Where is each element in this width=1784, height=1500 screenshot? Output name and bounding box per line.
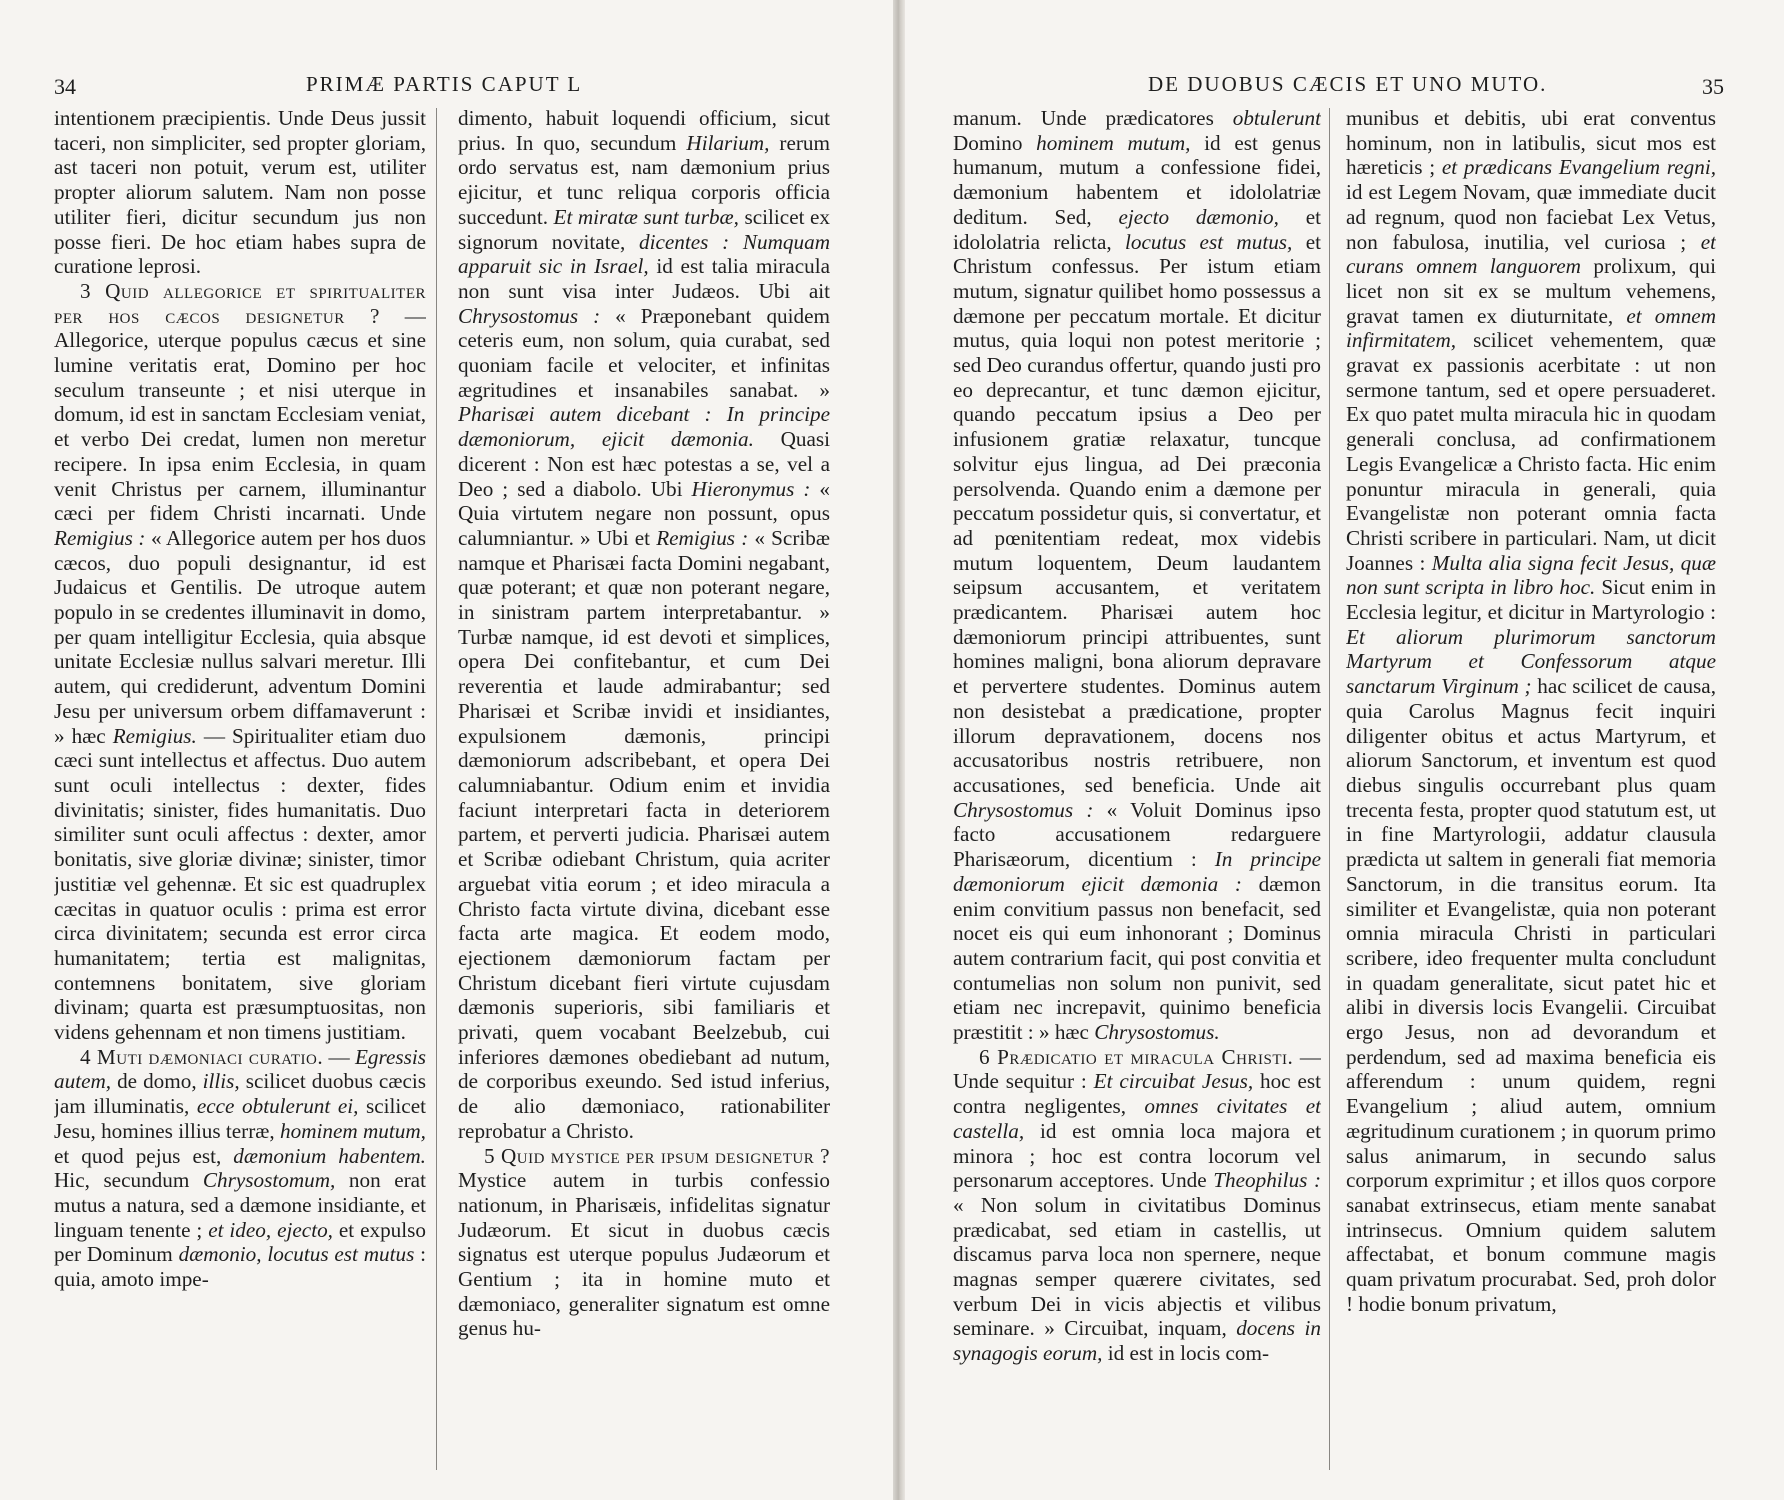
column-rule [436,108,437,1470]
left-page-column-1 [54,106,426,1486]
section-heading: 3 Quid allegorice et spiritualiter per hos cæcos designetur ? [54,278,426,328]
section-heading: 4 Muti dæmoniaci curatio. [80,1044,324,1069]
left-page-column-2 [458,106,830,1486]
paragraph: intentionem præcipientis. Unde Deus jussit taceri, non simpliciter, sed propter gloriam, ast taceri non potuit, verum est, utiliter propter aliorum salutem. Nam non posse utiliter fieri, dicitur secundum jus non posse fieri. De hoc etiam habes supra de curatione leprosi. [54,106,426,279]
column-rule [1329,108,1330,1470]
page-number-right: 35 [1702,74,1724,99]
book-gutter [893,0,905,1500]
section-heading: 5 Quid mystice per ipsum designetur ? [484,1143,830,1168]
section-4: 4 Muti dæmoniaci curatio. — Egressis autem, de domo, illis, scilicet duobus cæcis jam illuminatis, ecce obtulerunt ei, scilicet Jesu, homines illius terræ, hominem mutum, et quod pejus est, dæmonium habentem. Hic, secundum Chrysostomum, non erat mutus a natura, sed a dæmone insidiante, et linguam tenente ; et ideo, ejecto, et expulso per Dominum dæmonio, locutus est mutus : quia, amoto impe- [54,1044,426,1292]
section-6: 6 Prædicatio et miracula Christi. — Unde sequitur : Et circuibat Jesus, hoc est contra negligentes, omnes civitates et castella, id est omnia loca majora et minora ; hoc est contra locorum vel personarum acceptores. Unde Theophilus : « Non solum in civitatibus Dominus prædicabat, sed etiam in castellis, ut discamus parva loca non spernere, neque magnas semper quærere civitates, sed verbum Dei in vicis abjectis et vilibus seminare. » Circuibat, inquam, docens in synagogis eorum, id est in locis com- [953,1044,1321,1366]
page-number-left: 34 [54,74,76,99]
paragraph: dimento, habuit loquendi officium, sicut prius. In quo, secundum Hilarium, rerum ordo servatus est, nam dæmonium prius ejicitur, et tunc reliqua corporis officia succedunt. Et miratæ sunt turbæ, scilicet ex signorum novitate, dicentes : Numquam apparuit sic in Israel, id est talia miracula non sunt visa inter Judæos. Ubi ait Chrysostomus : « Præponebant quidem ceteris eum, non solum, quia curabat, sed quoniam facile et velociter, et infinitas ægritudines et insanabiles sanabat. » Pharisæi autem dicebant : In principe dæmoniorum, ejicit dæmonia. Quasi dicerent : Non est hæc potestas a se, vel a Deo ; sed a diabolo. Ubi Hieronymus : « Quia virtutem negare non possunt, opus calumniantur. » Ubi et Remigius : « Scribæ namque et Pharisæi facta Domini negabant, quæ poterant; et quæ non poterant negare, in sinistram partem interpretabantur. » Turbæ namque, id est devoti et simplices, opera Dei confitebantur, et cum Dei reverentia et laude admirabantur; sed Pharisæi et Scribæ invidi et insidiantes, expulsionem dæmonis, principi dæmoniorum adscribebant, et opera Dei calumniabantur. Odium enim et invidia faciunt interpretari facta in deteriorem partem, et perverti judicia. Pharisæi autem et Scribæ odiebant Christum, quia acriter arguebat vitia eorum ; et ideo miracula a Christo facta virtute divina, dicebant esse facta arte magica. Et eodem modo, ejectionem dæmoniorum factam per Christum dicebant fieri virtute cujusdam dæmonis superioris, sibi familiaris et privati, quem vocabant Beelzebub, cui inferiores dæmones obediebant ad nutum, de corporibus exeundo. Sed istud inferius, de alio dæmoniaco, rationabiliter reprobatur a Christo. [458,106,830,1143]
running-head-right: DE DUOBUS CÆCIS ET UNO MUTO. [1148,72,1548,96]
right-page [905,0,1784,1500]
right-page-column-2 [1346,106,1716,1486]
paragraph: munibus et debitis, ubi erat conventus hominum, non in latibulis, sicut mos est hæreticis ; et prædicans Evangelium regni, id est Legem Novam, quæ immediate ducit ad regnum, quod non faciebat Lex Vetus, non fabulosa, inutilia, vel curiosa ; et curans omnem languorem prolixum, qui licet non sit ex se multum vehemens, gravat tamen ex diuturnitate, et omnem infirmitatem, scilicet vehementem, quæ gravat ex passionis acerbitate : ut non sermone tantum, sed et opere persuaderet. Ex quo patet multa miracula hic in quodam generali conclusa, ad confirmationem Legis Evangelicæ a Christo facta. Hic enim ponuntur miracula in generali, quia Evangelistæ non poterant omnia facta Christi scribere in particulari. Nam, ut dicit Joannes : Multa alia signa fecit Jesus, quæ non sunt scripta in libro hoc. Sicut enim in Ecclesia legitur, et dicitur in Martyrologio : Et aliorum plurimorum sanctorum Martyrum et Confessorum atque sanctarum Virginum ; hac scilicet de causa, quia Carolus Magnus fecit inquiri diligenter obitus et actus Martyrum, et aliorum Sanctorum, et inventum est quod diebus singulis occurrebant plus quam trecenta festa, propter quod statutum est, ut in fine Martyrologii, addatur clausula prædicta ut saltem in generali fiat memoria Sanctorum, in die transitus eorum. Ita similiter et Evangelistæ, quia non poterant omnia miracula Christi in particulari scribere, ideo frequenter multa concludunt in quadam generalitate, sicut patet hic et alibi in diversis locis Evangelii. Circuibat ergo Jesus, non ad devorandum et perdendum, sed ad maxima beneficia eis afferendum : unum quidem, regni Evangelium ; aliud autem, omnium ægritudinum curationem ; in quorum primo salus animarum, in secundo salus corporum exprimitur ; et illos quos corpore sanabat extrinsecus, etiam mente sanabat intrinsecus. Omnium quidem salutem affectabat, et bonum commune magis quam privatum procurabat. Sed, proh dolor ! hodie bonum privatum, [1346,106,1716,1316]
section-5: 5 Quid mystice per ipsum designetur ? Mystice autem in turbis confessio nationum, in Pharisæis, infidelitas signatur Judæorum. Et sicut in duobus cæcis signatus est uterque populus Judæorum et Gentium ; ita in homine muto et dæmoniaco, generaliter signatum est omne genus hu- [458,1143,830,1341]
section-heading: 6 Prædicatio et miracula Christi. [979,1044,1294,1069]
paragraph: manum. Unde prædicatores obtulerunt Domino hominem mutum, id est genus humanum, mutum a confessione fidei, dæmonium habentem et idololatriæ deditum. Sed, ejecto dæmonio, et idololatria relicta, locutus est mutus, et Christum confessus. Per istum etiam mutum, signatur quilibet homo possessus a dæmone per peccatum mortale. Et dicitur mutus, quia loqui non potest meritorie ; sed Deo curandus offertur, quando justi pro eo deprecantur, et tunc dæmon ejicitur, quando peccatum ipsius a Deo per infusionem gratiæ relaxatur, tuncque solvitur ejus lingua, ad Dei præconia persolvenda. Quando enim a dæmone per peccatum possidetur quis, si convertatur, et ad pœnitentiam redeat, mox videbis mutum loquentem, Deum laudantem seipsum accusantem, et veritatem prædicantem. Pharisæi autem hoc dæmoniorum principi attribuentes, sunt homines maligni, bona aliorum depravare et pervertere studentes. Dominus autem non desistebat a prædicatione, propter illorum depravationem, docens nos accusatoribus nostris retribuere, non accusationes, sed beneficia. Unde ait Chrysostomus : « Voluit Dominus ipso facto accusationem redarguere Pharisæorum, dicentium : In principe dæmoniorum ejicit dæmonia : dæmon enim convitium passus non benefacit, sed nocet eis qui eum inhonorant ; Dominus autem contrarium facit, qui post convitia et contumelias non solum non punivit, sed etiam nec increpavit, quinimo beneficia præstitit : » hæc Chrysostomus. [953,106,1321,1045]
running-head-left: PRIMÆ PARTIS CAPUT L [306,72,583,96]
section-3: 3 Quid allegorice et spiritualiter per hos cæcos designetur ? — Allegorice, uterque populus cæcus et sine lumine veritatis erat, Domino per hoc seculum transeunte ; et nisi uterque in domum, id est in sanctam Ecclesiam veniat, et verbo Dei credat, lumen non meretur recipere. In ipsa enim Ecclesia, in quam venit Christus per carnem, illuminantur cæci per fidem Christi incarnati. Unde Remigius : « Allegorice autem per hos duos cæcos, duo populi designantur, id est Judaicus et Gentilis. De utroque autem populo in se credentes illuminavit in domo, per quam intelligitur Ecclesia, quia absque unitate Ecclesiæ nullus salvari meretur. Illi autem, qui crediderunt, adventum Domini Jesu per universum orbem diffamaverunt : » hæc Remigius. — Spiritualiter etiam duo cæci sunt intellectus et affectus. Duo autem sunt oculi intellectus : dexter, fides divinitatis; sinister, fides humanitatis. Duo similiter sunt oculi affectus : dexter, amor bonitatis, sive gloriæ divinæ; sinister, timor justitiæ vel gehennæ. Et sic est quadruplex cæcitas in quatuor oculis : prima est error circa divinitatem; secunda est error circa humanitatem; tertia est malignitas, contemnens bonitatem, sive gloriam divinam; quarta est præsumptuositas, non videns gehennam et non timens justitiam. [54,278,426,1045]
right-page-column-1 [953,106,1321,1486]
